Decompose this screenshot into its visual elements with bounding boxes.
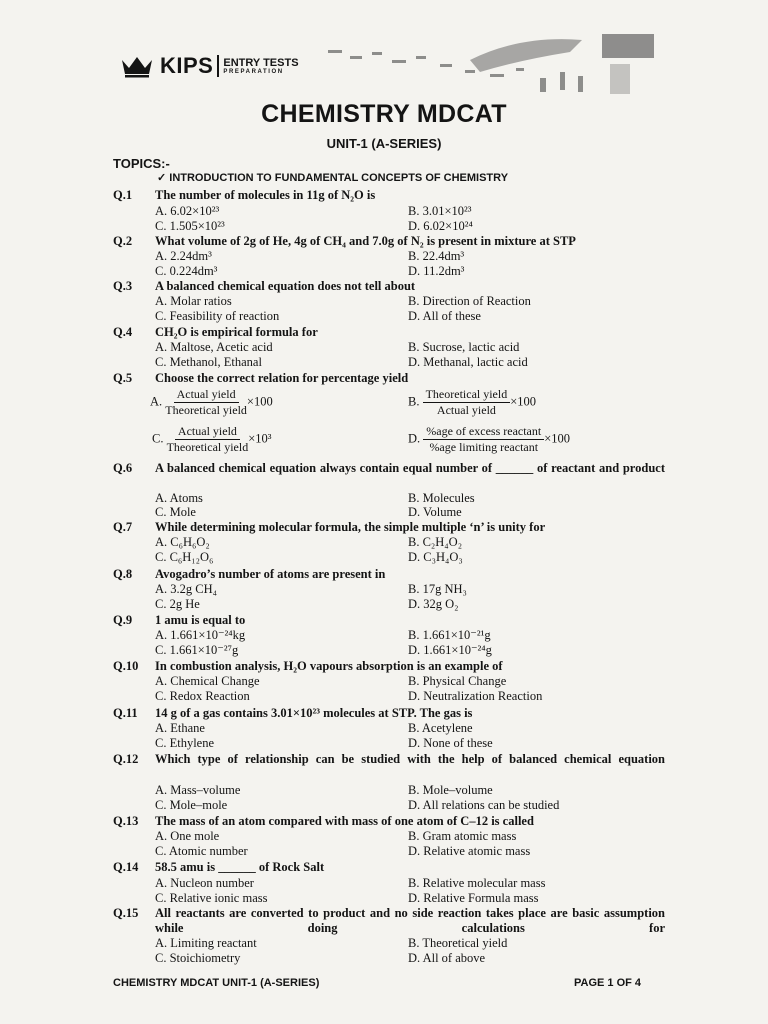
option-a: A. 1.661×10⁻²⁴kg (155, 628, 246, 642)
question-text: The mass of an atom compared with mass of one atom of C–12 is called (155, 814, 534, 828)
option-d: D. All of above (408, 951, 486, 965)
option-b: B. 17g NH₃ (408, 582, 467, 596)
question-text: 14 g of a gas contains 3.01×10²³ molecules at STP. The gas is (155, 706, 473, 720)
option-c (152, 424, 272, 455)
fraction (423, 424, 544, 455)
option-c: C. C₆H₁₂O₆ (155, 550, 214, 564)
option-d: D. 6.02×10²⁴ (408, 219, 473, 233)
crown-icon (120, 54, 154, 78)
option-d (408, 424, 570, 455)
option-c: C. Mole (155, 505, 196, 519)
question-number: Q.8 (113, 567, 133, 581)
option-d: D. Neutralization Reaction (408, 689, 543, 703)
fraction (165, 387, 247, 418)
question-text: A balanced chemical equation does not tell about (155, 279, 416, 293)
option-c: C. 1.505×10²³ (155, 219, 225, 233)
option-label: B. (408, 394, 420, 409)
option-d: D. Relative Formula mass (408, 891, 539, 905)
question-number: Q.11 (113, 706, 138, 720)
denominator: Theoretical yield (166, 440, 249, 454)
question-number: Q.10 (113, 659, 139, 673)
question-number: Q.9 (113, 613, 133, 627)
multiplier: ×10³ (248, 431, 272, 446)
question-text: While determining molecular formula, the simple multiple ‘n’ is unity for (155, 520, 546, 534)
topics-label: TOPICS:- (113, 156, 170, 171)
question-number: Q.4 (113, 325, 133, 339)
option-label: D. (408, 431, 421, 446)
logo-line-1: ENTRY TESTS (223, 56, 299, 69)
question-text: A balanced chemical equation always contain equal number of ______ of reactant and product (155, 461, 665, 475)
option-c: C. Redox Reaction (155, 689, 250, 703)
unit-subtitle: UNIT-1 (A-SERIES) (326, 136, 442, 151)
option-c: C. 2g He (155, 597, 200, 611)
option-a: A. Atoms (155, 491, 203, 505)
option-b (408, 387, 536, 418)
option-a: A. Mass–volume (155, 783, 241, 797)
option-label: A. (150, 394, 163, 409)
option-a: A. Chemical Change (155, 674, 260, 688)
option-b: B. 1.661×10⁻²¹g (408, 628, 491, 642)
question-number: Q.7 (113, 520, 133, 534)
option-b: B. Sucrose, lactic acid (408, 340, 520, 354)
multiplier: ×100 (510, 394, 537, 409)
question-number: Q.5 (113, 371, 133, 385)
option-a: A. Nucleon number (155, 876, 254, 890)
question-text: Which type of relationship can be studied with the help of balanced chemical equation (155, 752, 665, 766)
option-c: C. 0.224dm³ (155, 264, 218, 278)
option-d: D. C₃H₄O₃ (408, 550, 463, 564)
option-b: B. C₂H₄O₂ (408, 535, 463, 549)
option-a: A. Ethane (155, 721, 205, 735)
option-a: A. Molar ratios (155, 294, 232, 308)
question-number: Q.1 (113, 188, 133, 202)
option-d: D. All of these (408, 309, 481, 323)
question-text: What volume of 2g of He, 4g of CH₄ and 7.0g of N₂ is present in mixture at STP (155, 234, 576, 248)
option-b: B. Gram atomic mass (408, 829, 517, 843)
option-a: A. 2.24dm³ (155, 249, 212, 263)
option-c: C. Feasibility of reaction (155, 309, 280, 323)
option-d: D. 32g O₂ (408, 597, 459, 611)
option-d: D. 11.2dm³ (408, 264, 465, 278)
option-b: B. Acetylene (408, 721, 473, 735)
option-b: B. Physical Change (408, 674, 507, 688)
logo-subtitle (223, 58, 298, 75)
scan-smudge (320, 30, 660, 100)
logo-text: KIPS (160, 53, 214, 78)
option-a: A. C₆H₆O₂ (155, 535, 210, 549)
question-text: CH₂O is empirical formula for (155, 325, 318, 339)
topic-heading: ✓ INTRODUCTION TO FUNDAMENTAL CONCEPTS OF CHEMISTRY (157, 172, 509, 184)
footer-title: CHEMISTRY MDCAT UNIT-1 (A-SERIES) (113, 977, 320, 989)
denominator: Theoretical yield (165, 403, 247, 417)
option-d: D. Methanal, lactic acid (408, 355, 528, 369)
question-number: Q.3 (113, 279, 133, 293)
question-text: 1 amu is equal to (155, 613, 246, 627)
denominator: Actual yield (436, 403, 496, 417)
option-d: D. All relations can be studied (408, 798, 560, 812)
numerator: Actual yield (174, 387, 239, 403)
fraction (423, 387, 511, 418)
logo-divider (217, 55, 219, 77)
logo-line-2: PREPARATION (223, 68, 284, 75)
question-number: Q.6 (113, 461, 133, 475)
multiplier: ×100 (246, 394, 273, 409)
option-b: B. Molecules (408, 491, 475, 505)
option-c: C. 1.661×10⁻²⁷g (155, 643, 239, 657)
option-c: C. Stoichiometry (155, 951, 241, 965)
fraction (167, 424, 249, 455)
question-text: The number of molecules in 11g of N₂O is (155, 188, 376, 202)
question-text: Choose the correct relation for percentage yield (155, 371, 409, 385)
option-b: B. Mole–volume (408, 783, 493, 797)
option-a: A. 6.02×10²³ (155, 204, 220, 218)
question-number: Q.13 (113, 814, 139, 828)
option-b: B. 3.01×10²³ (408, 204, 472, 218)
option-a: A. Maltose, Acetic acid (155, 340, 273, 354)
option-a: A. 3.2g CH₄ (155, 582, 217, 596)
numerator: Actual yield (175, 424, 240, 440)
option-b: B. 22.4dm³ (408, 249, 465, 263)
option-b: B. Direction of Reaction (408, 294, 531, 308)
question-text: Avogadro’s number of atoms are present in (155, 567, 386, 581)
option-c: C. Ethylene (155, 736, 215, 750)
option-d: D. 1.661×10⁻²⁴g (408, 643, 492, 657)
option-b: B. Theoretical yield (408, 936, 508, 950)
kips-logo (120, 50, 299, 82)
question-number: Q.2 (113, 234, 133, 248)
option-c: C. Atomic number (155, 844, 248, 858)
question-text: All reactants are converted to product and no side reaction takes place are basic assumption while doing calculations for (155, 906, 665, 935)
option-d: D. Volume (408, 505, 462, 519)
option-d: D. Relative atomic mass (408, 844, 531, 858)
denominator: %age limiting reactant (429, 440, 539, 454)
option-d: D. None of these (408, 736, 493, 750)
numerator: %age of excess reactant (423, 424, 544, 440)
option-label: C. (152, 431, 164, 446)
option-a: A. Limiting reactant (155, 936, 257, 950)
numerator: Theoretical yield (423, 387, 511, 403)
page-title: CHEMISTRY MDCAT (261, 100, 507, 128)
page-number: PAGE 1 OF 4 (574, 977, 642, 989)
option-a: A. One mole (155, 829, 220, 843)
question-number: Q.12 (113, 752, 139, 766)
question-text: 58.5 amu is ______ of Rock Salt (155, 860, 325, 874)
question-number: Q.14 (113, 860, 139, 874)
option-c: C. Mole–mole (155, 798, 228, 812)
option-b: B. Relative molecular mass (408, 876, 546, 890)
option-a (150, 387, 273, 418)
option-c: C. Relative ionic mass (155, 891, 268, 905)
option-c: C. Methanol, Ethanal (155, 355, 262, 369)
multiplier: ×100 (544, 431, 571, 446)
question-number: Q.15 (113, 906, 139, 920)
question-text: In combustion analysis, H₂O vapours absorption is an example of (155, 659, 503, 673)
